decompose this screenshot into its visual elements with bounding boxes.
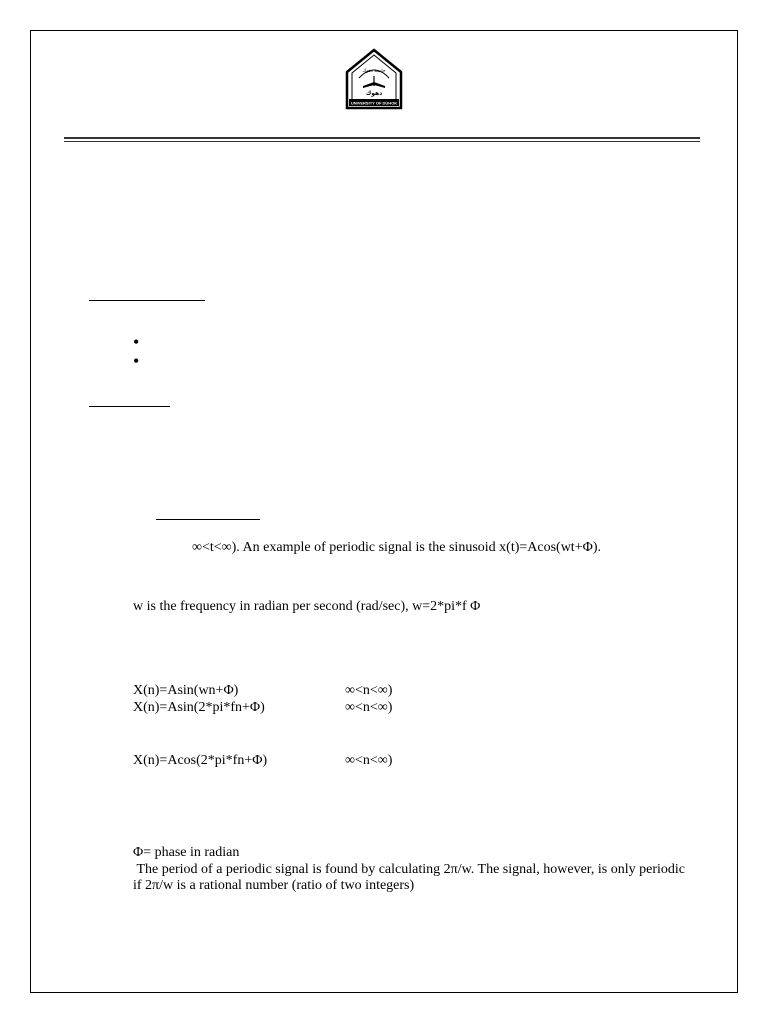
heading-underline-2	[89, 406, 170, 407]
bullet-item-1: •	[133, 332, 140, 352]
phase-line: Φ= phase in radian	[133, 845, 240, 860]
period-paragraph: The period of a periodic signal is found by calculating 2π/w. The signal, however, is only periodic if 2π/w is a rational number (ratio of two integers)	[133, 862, 689, 893]
header-rule	[64, 137, 700, 142]
logo-caption: UNIVERSITY OF DUHOK	[350, 100, 398, 106]
equation-range-1: ∞<n<∞)	[345, 683, 393, 698]
equation-expr-3: X(n)=Acos(2*pi*fn+Φ)	[133, 753, 268, 768]
equation-expr-2: X(n)=Asin(2*pi*fn+Φ)	[133, 700, 265, 715]
equation-range-3: ∞<n<∞)	[345, 753, 393, 768]
logo-arabic-mid: دهوك	[365, 90, 383, 97]
heading-underline-3	[156, 519, 260, 520]
equation-range-2: ∞<n<∞)	[345, 700, 393, 715]
heading-underline-1	[89, 300, 205, 301]
logo-arabic-top: جامعة دهوك	[362, 69, 386, 74]
equation-expr-1: X(n)=Asin(wn+Φ)	[133, 683, 239, 698]
periodic-example-line: ∞<t<∞). An example of periodic signal is the sinusoid x(t)=Acos(wt+Φ).	[192, 540, 601, 555]
university-logo	[343, 48, 405, 112]
bullet-item-2: •	[133, 351, 140, 371]
frequency-line: w is the frequency in radian per second (rad/sec), w=2*pi*f Φ	[133, 599, 481, 614]
